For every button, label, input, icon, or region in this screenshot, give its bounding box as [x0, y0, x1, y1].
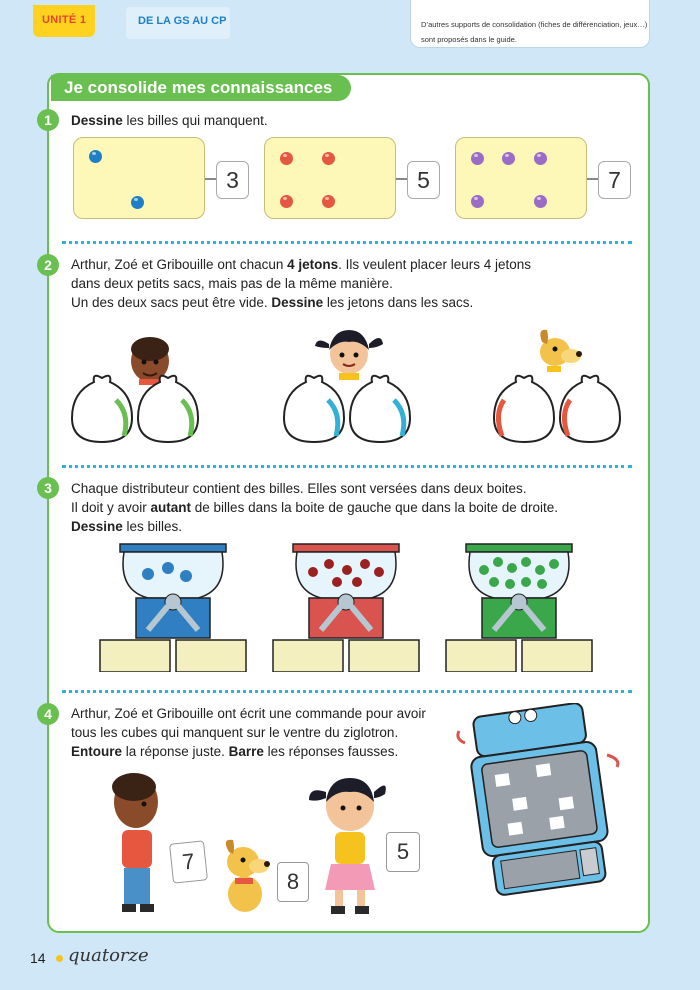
exercise-3-number: 3: [37, 477, 59, 499]
page-word: quatorze: [68, 945, 149, 966]
exercise-2-line1b: . Ils veulent placer leurs 4 jetons: [338, 257, 531, 272]
dotted-separator: [62, 241, 632, 244]
bag-icon: [72, 376, 132, 442]
answer-card-zoe[interactable]: 5: [386, 832, 420, 872]
exercise-3-line3-bold: Dessine: [71, 519, 123, 534]
exercise-1-verb: Dessine: [71, 113, 123, 128]
bag-icon: [350, 376, 410, 442]
target-number-2: 5: [407, 161, 440, 199]
guide-note: [410, 0, 650, 48]
exercise-3-line2-bold: autant: [150, 500, 192, 515]
marble: [280, 152, 293, 165]
level-tag: [126, 7, 230, 39]
arthur-illustration: [100, 772, 180, 917]
page-dot: [56, 955, 63, 962]
exercise-2-line1a: Arthur, Zoé et Gribouille ont chacun: [71, 257, 288, 272]
bag-icon: [138, 376, 198, 442]
exercise-4-line3a: la réponse juste.: [122, 744, 229, 759]
exercise-4-instruction: [71, 704, 461, 761]
exercise-3-line2a: Il doit y avoir: [71, 500, 151, 515]
guide-note-line2: sont proposés dans le guide.: [421, 35, 517, 44]
exercise-1-number: 1: [37, 109, 59, 131]
gribouille-illustration: [217, 838, 277, 916]
dispenser-green: [444, 542, 594, 672]
bag-icon: [494, 376, 554, 442]
marble: [131, 196, 144, 209]
gribouille-dog-illustration: [533, 322, 583, 376]
marble-box-2[interactable]: [264, 137, 396, 219]
unit-tag: [33, 5, 95, 37]
marble: [471, 195, 484, 208]
dispenser-red: [271, 542, 421, 672]
exercise-2-line2: dans deux petits sacs, mais pas de la même manière.: [71, 276, 393, 291]
exercise-4-number: 4: [37, 703, 59, 725]
level-label: DE LA GS AU CP: [138, 15, 227, 27]
exercise-4-bold2: Barre: [228, 744, 264, 759]
answer-card-arthur[interactable]: 7: [169, 840, 208, 883]
answer-card-gribouille[interactable]: 8: [277, 862, 309, 902]
exercise-2-line3b: les jetons dans les sacs.: [323, 295, 474, 310]
exercise-2-line1-bold: 4 jetons: [287, 257, 339, 272]
zoe-illustration: [305, 768, 395, 916]
exercise-4-bold1: Entoure: [71, 744, 123, 759]
exercise-1-instruction: [71, 111, 631, 130]
marble: [89, 150, 102, 163]
dotted-separator: [62, 465, 632, 468]
target-number-3: 7: [598, 161, 631, 199]
marble: [280, 195, 293, 208]
dotted-separator: [62, 690, 632, 693]
marble: [322, 195, 335, 208]
exercise-1-rest: les billes qui manquent.: [122, 113, 268, 128]
marble: [471, 152, 484, 165]
marble: [322, 152, 335, 165]
exercise-3-line1: Chaque distributeur contient des billes. Elles sont versées dans deux boites.: [71, 481, 527, 496]
marble-box-3[interactable]: [455, 137, 587, 219]
exercise-3-line3b: les billes.: [122, 519, 183, 534]
unit-label: UNITÉ 1: [42, 14, 87, 26]
exercise-2-line3a: Un des deux sacs peut être vide.: [71, 295, 272, 310]
marble: [534, 195, 547, 208]
bag-icon: [284, 376, 344, 442]
exercise-2-line3-bold: Dessine: [271, 295, 324, 310]
dispenser-blue: [98, 542, 248, 672]
marble: [534, 152, 547, 165]
ziglotron-robot-illustration: [455, 703, 625, 903]
target-number-1: 3: [216, 161, 249, 199]
exercise-4-line3b: les réponses fausses.: [263, 744, 399, 759]
marble: [502, 152, 515, 165]
bag-pair-zoe[interactable]: [280, 370, 415, 446]
marble-box-1[interactable]: [73, 137, 205, 219]
exercise-3-line2b: de billes dans la boite de gauche que dans la boite de droite.: [191, 500, 559, 515]
exercise-2-number: 2: [37, 254, 59, 276]
exercise-4-line1: Arthur, Zoé et Gribouille ont écrit une commande pour avoir: [71, 706, 426, 721]
bag-icon: [560, 376, 620, 442]
bag-pair-arthur[interactable]: [68, 370, 203, 446]
exercise-4-line2: tous les cubes qui manquent sur le ventre du ziglotron.: [71, 725, 399, 740]
page-number: 14: [30, 950, 46, 966]
bag-pair-gribouille[interactable]: [490, 370, 625, 446]
guide-note-line1: D’autres supports de consolidation (fiches de différenciation, jeux…): [421, 20, 648, 29]
section-title: Je consolide mes connaissances: [51, 75, 351, 101]
exercise-3-instruction: [71, 479, 631, 536]
exercise-2-instruction: [71, 255, 631, 312]
